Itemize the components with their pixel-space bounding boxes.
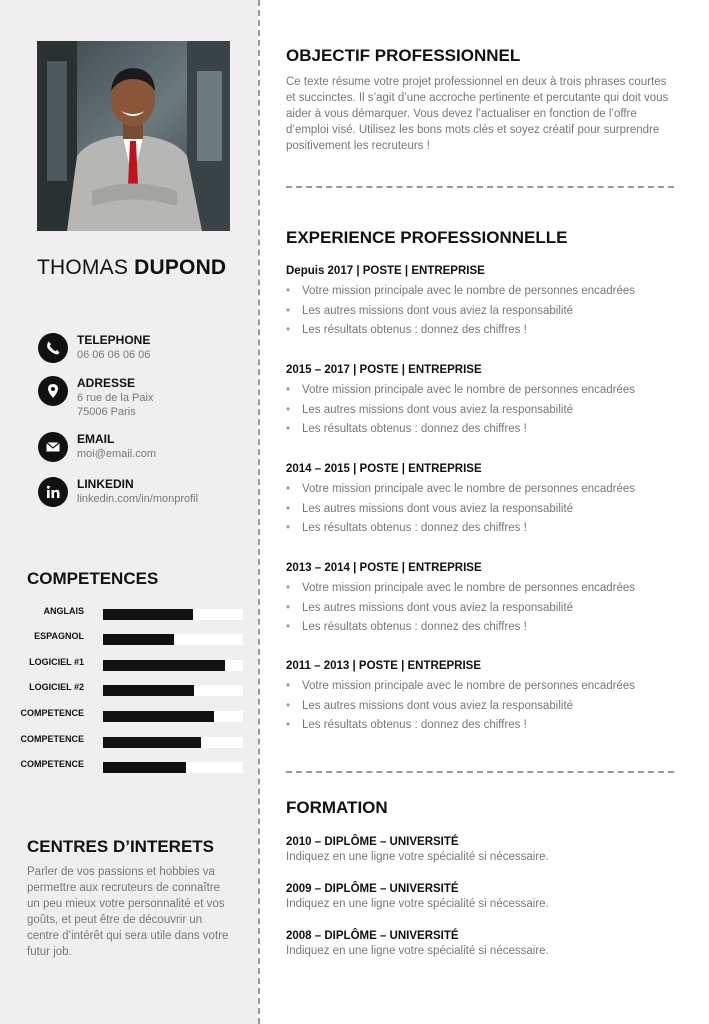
location-pin-icon <box>38 376 68 406</box>
skill-bar-fill <box>103 609 193 620</box>
bullet-dot-icon: • <box>286 423 291 435</box>
contact-label: TELEPHONE <box>77 333 151 347</box>
bullet-text: Les autres missions dont vous aviez la responsabilité <box>302 304 574 317</box>
skill-label: COMPETENCE <box>20 734 84 744</box>
phone-icon <box>38 333 68 363</box>
bullet-dot-icon: • <box>286 304 291 317</box>
skill-bar-track <box>103 634 243 645</box>
section-divider <box>286 771 674 773</box>
experience-header: 2011 – 2013 | POSTE | ENTREPRISE <box>286 660 482 672</box>
skill-label: ANGLAIS <box>43 606 84 616</box>
experience-header: 2014 – 2015 | POSTE | ENTREPRISE <box>286 463 482 475</box>
contact-address <box>38 376 248 422</box>
bullet-dot-icon: • <box>286 719 291 731</box>
experience-header: 2015 – 2017 | POSTE | ENTREPRISE <box>286 364 482 376</box>
bullet-dot-icon: • <box>286 680 291 692</box>
experience-bullet <box>286 403 686 423</box>
experience-bullets <box>286 679 686 738</box>
skill-row <box>0 759 258 773</box>
experience-bullets <box>286 581 686 640</box>
skill-row <box>0 708 258 722</box>
experience-bullet <box>286 422 686 442</box>
skill-bar-track <box>103 737 243 748</box>
education-header: 2010 – DIPLÔME – UNIVERSITÉ <box>286 836 459 848</box>
bullet-text: Votre mission principale avec le nombre de personnes encadrées <box>302 384 636 396</box>
experience-title: EXPERIENCE PROFESSIONNELLE <box>286 228 568 247</box>
bullet-text: Les autres missions dont vous aviez la responsabilité <box>302 403 574 416</box>
skill-bar-fill <box>103 634 174 645</box>
linkedin-icon <box>38 477 68 507</box>
education-header: 2009 – DIPLÔME – UNIVERSITÉ <box>286 883 459 895</box>
experience-bullet <box>286 601 686 621</box>
education-description: Indiquez en une ligne votre spécialité si nécessaire. <box>286 898 549 910</box>
skill-label: LOGICIEL #2 <box>29 682 84 692</box>
skill-bar-fill <box>103 685 194 696</box>
bullet-dot-icon: • <box>286 483 291 495</box>
bullet-dot-icon: • <box>286 699 291 712</box>
contact-email <box>38 432 248 468</box>
bullet-dot-icon: • <box>286 582 291 594</box>
bullet-text: Votre mission principale avec le nombre de personnes encadrées <box>302 285 636 297</box>
contact-label: ADRESSE <box>77 376 136 390</box>
experience-bullets <box>286 383 686 442</box>
skill-row <box>0 606 258 620</box>
skill-bar-track <box>103 685 243 696</box>
bullet-text: Les résultats obtenus : donnez des chiffres ! <box>302 522 527 534</box>
education-item <box>286 929 686 959</box>
bullet-dot-icon: • <box>286 324 291 336</box>
experience-header: Depuis 2017 | POSTE | ENTREPRISE <box>286 265 485 277</box>
education-description: Indiquez en une ligne votre spécialité si nécessaire. <box>286 945 549 957</box>
experience-bullet <box>286 699 686 719</box>
bullet-text: Les autres missions dont vous aviez la responsabilité <box>302 502 574 515</box>
bullet-text: Les résultats obtenus : donnez des chiffres ! <box>302 423 527 435</box>
skill-row <box>0 631 258 645</box>
skill-row <box>0 657 258 671</box>
experience-bullet <box>286 679 686 699</box>
contact-label: LINKEDIN <box>77 477 134 491</box>
bullet-text: Les autres missions dont vous aviez la responsabilité <box>302 601 574 614</box>
skill-bar-track <box>103 609 243 620</box>
experience-bullet <box>286 284 686 304</box>
experience-item <box>286 561 686 640</box>
skill-bar-fill <box>103 762 186 773</box>
skill-bar-track <box>103 762 243 773</box>
experience-item <box>286 363 686 442</box>
skill-bar-fill <box>103 660 225 671</box>
skill-bar-fill <box>103 737 201 748</box>
skill-label: COMPETENCE <box>20 708 84 718</box>
skill-bar-track <box>103 711 243 722</box>
bullet-text: Les résultats obtenus : donnez des chiffres ! <box>302 719 527 731</box>
bullet-dot-icon: • <box>286 621 291 633</box>
bullet-dot-icon: • <box>286 384 291 396</box>
experience-bullet <box>286 718 686 738</box>
bullet-dot-icon: • <box>286 285 291 297</box>
contact-linkedin <box>38 477 248 513</box>
bullet-text: Votre mission principale avec le nombre de personnes encadrées <box>302 680 636 692</box>
profile-photo <box>37 41 230 231</box>
interests-text: Parler de vos passions et hobbies va permettre aux recruteurs de connaître un peu mieux votre personnalité et vos goûts, et peut être de découvrir un centre d’intérêt qui sera utile dans votre futur job. <box>27 866 229 958</box>
objective-text: Ce texte résume votre projet professionnel en deux à trois phrases courtes et succinctes. Il s’agit d’une accroche pertinente et percutante qui doit vous aider à vous démarquer. Vous devez l’actualiser en fonction de l’offre d’emploi visé. Utilisez les bons mots clés et soyez créatif pour surprendre positivement les recruteurs ! <box>286 76 669 152</box>
experience-bullet <box>286 502 686 522</box>
skills-title: COMPETENCES <box>27 569 159 588</box>
interests-title: CENTRES D’INTERETS <box>27 837 215 856</box>
contact-value: linkedin.com/in/monprofil <box>77 493 199 505</box>
bullet-dot-icon: • <box>286 601 291 614</box>
experience-bullet <box>286 383 686 403</box>
skill-label: ESPAGNOL <box>34 631 84 641</box>
education-description: Indiquez en une ligne votre spécialité si nécessaire. <box>286 851 549 863</box>
skill-bar-track <box>103 660 243 671</box>
experience-bullet <box>286 482 686 502</box>
experience-bullets <box>286 284 686 343</box>
skill-row <box>0 682 258 696</box>
experience-bullet <box>286 304 686 324</box>
education-item <box>286 882 686 912</box>
bullet-text: Votre mission principale avec le nombre de personnes encadrées <box>302 483 636 495</box>
skill-bar-fill <box>103 711 214 722</box>
experience-header: 2013 – 2014 | POSTE | ENTREPRISE <box>286 562 482 574</box>
experience-item <box>286 659 686 738</box>
bullet-dot-icon: • <box>286 502 291 515</box>
education-header: 2008 – DIPLÔME – UNIVERSITÉ <box>286 930 459 942</box>
first-name: THOMAS <box>37 256 129 279</box>
bullet-dot-icon: • <box>286 403 291 416</box>
bullet-dot-icon: • <box>286 522 291 534</box>
experience-bullets <box>286 482 686 541</box>
bullet-text: Votre mission principale avec le nombre de personnes encadrées <box>302 582 636 594</box>
contact-value: 06 06 06 06 06 <box>77 349 151 361</box>
contact-value: moi@email.com <box>77 448 157 460</box>
skill-label: LOGICIEL #1 <box>29 657 84 667</box>
education-title: FORMATION <box>286 798 388 817</box>
experience-bullet <box>286 581 686 601</box>
contact-phone <box>38 333 248 369</box>
experience-bullet <box>286 323 686 343</box>
section-divider <box>286 186 674 188</box>
experience-bullet <box>286 521 686 541</box>
vertical-dashed-divider <box>258 0 260 1024</box>
objective-title: OBJECTIF PROFESSIONNEL <box>286 46 521 65</box>
skill-label: COMPETENCE <box>20 759 84 769</box>
skill-row <box>0 734 258 748</box>
experience-item <box>286 264 686 343</box>
bullet-text: Les résultats obtenus : donnez des chiffres ! <box>302 324 527 336</box>
experience-item <box>286 462 686 541</box>
contact-value: 6 rue de la Paix 75006 Paris <box>77 392 154 418</box>
last-name: DUPOND <box>134 256 227 279</box>
email-icon <box>38 432 68 462</box>
bullet-text: Les résultats obtenus : donnez des chiffres ! <box>302 621 527 633</box>
contact-label: EMAIL <box>77 432 115 446</box>
education-item <box>286 835 686 865</box>
bullet-text: Les autres missions dont vous aviez la responsabilité <box>302 699 574 712</box>
person-name <box>37 256 226 280</box>
experience-bullet <box>286 620 686 640</box>
